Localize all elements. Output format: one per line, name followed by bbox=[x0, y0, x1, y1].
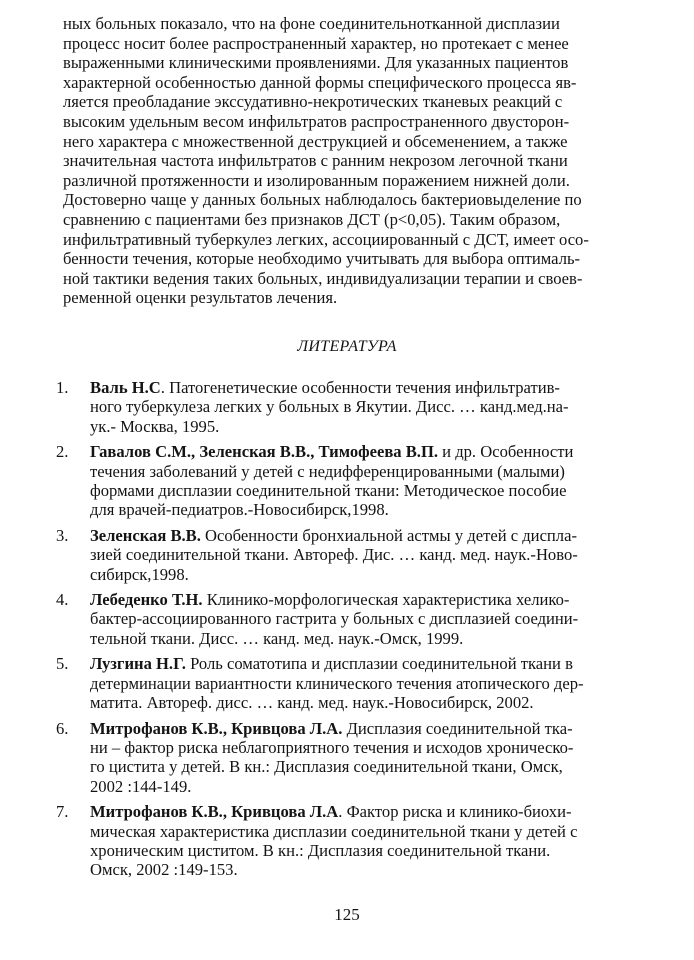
reference-number: 7. bbox=[56, 802, 69, 822]
reference-authors: Лебеденко Т.Н. bbox=[90, 590, 203, 610]
reference-line bbox=[90, 719, 646, 738]
reference-line bbox=[90, 654, 646, 673]
reference-line-text: Роль соматотипа и дисплазии соединительной ткани в bbox=[185, 654, 573, 674]
reference-line-text: Дисплазия соединительной тка- bbox=[342, 718, 573, 738]
reference-line bbox=[90, 526, 646, 545]
body-line: сравнению с пациентами без признаков ДСТ (p<0,05). Таким образом, bbox=[63, 209, 561, 229]
reference-line-text: Особенности бронхиальной астмы у детей с диспла- bbox=[200, 525, 577, 545]
reference-authors: Митрофанов К.В., Кривцова Л.А bbox=[90, 802, 339, 822]
reference-line: бактер-ассоциированного гастрита у больных с дисплазией соедини- bbox=[90, 609, 579, 629]
reference-number: 4. bbox=[56, 590, 69, 610]
reference-item bbox=[56, 590, 646, 648]
reference-line: 2002 :144-149. bbox=[90, 776, 192, 796]
reference-line bbox=[90, 378, 646, 397]
reference-line: ного туберкулеза легких у больных в Якутии. Дисс. … канд.мед.на- bbox=[90, 397, 569, 417]
body-line: Достоверно чаще у данных больных наблюдалось бактериовыделение по bbox=[63, 190, 582, 210]
reference-item bbox=[56, 378, 646, 436]
body-line: ных больных показало, что на фоне соединительнотканной дисплазии bbox=[63, 14, 560, 33]
reference-text bbox=[90, 802, 646, 880]
reference-line: зией соединительной ткани. Автореф. Дис. … канд. мед. наук.-Ново- bbox=[90, 545, 578, 565]
reference-authors: Зеленская В.В. bbox=[90, 525, 201, 545]
reference-line: мическая характеристика дисплазии соединительной ткани у детей с bbox=[90, 821, 578, 841]
reference-item bbox=[56, 526, 646, 584]
reference-item bbox=[56, 719, 646, 797]
reference-text bbox=[90, 442, 646, 520]
reference-line: сибирск,1998. bbox=[90, 564, 189, 584]
references-heading: ЛИТЕРАТУРА bbox=[297, 338, 397, 355]
reference-number: 3. bbox=[56, 525, 69, 545]
body-line: значительная частота инфильтратов с ранним некрозом легочной ткани bbox=[63, 151, 568, 171]
body-line: ной тактики ведения таких больных, индивидуализации терапии и своев- bbox=[63, 268, 583, 288]
reference-line: формами дисплазии соединительной ткани: Методическое пособие bbox=[90, 481, 567, 501]
reference-item bbox=[56, 654, 646, 712]
reference-line: детерминации вариантности клинического течения атопического дер- bbox=[90, 673, 584, 693]
body-line: бенности течения, которые необходимо учитывать для выбора оптималь- bbox=[63, 249, 581, 269]
reference-line bbox=[90, 802, 646, 821]
reference-line: течения заболеваний у детей с недифференцированными (малыми) bbox=[90, 461, 565, 481]
reference-line: матита. Автореф. дисс. … канд. мед. наук.-Новосибирск, 2002. bbox=[90, 693, 534, 713]
reference-line bbox=[90, 590, 646, 609]
reference-line-text: и др. Особенности bbox=[438, 442, 574, 462]
reference-line: для врачей-педиатров.-Новосибирск,1998. bbox=[90, 500, 389, 520]
reference-text bbox=[90, 654, 646, 712]
reference-text bbox=[90, 719, 646, 797]
reference-line bbox=[90, 442, 646, 461]
references-list bbox=[56, 378, 646, 886]
reference-line-text: . Патогенетические особенности течения инфильтратив- bbox=[160, 378, 560, 397]
body-paragraph bbox=[63, 14, 645, 308]
reference-authors: Лузгина Н.Г. bbox=[90, 654, 186, 674]
reference-authors: Валь Н.С bbox=[90, 378, 161, 397]
body-line: характерной особенностью данной формы специфического процесса яв- bbox=[63, 72, 577, 92]
reference-line: хроническим циститом. В кн.: Дисплазия соединительной ткани. bbox=[90, 840, 551, 860]
reference-number: 5. bbox=[56, 654, 69, 674]
body-line: процесс носит более распространенный характер, но протекает с менее bbox=[63, 33, 569, 53]
reference-text bbox=[90, 526, 646, 584]
reference-number: 6. bbox=[56, 718, 69, 738]
reference-line: ук.- Москва, 1995. bbox=[90, 416, 220, 436]
reference-line-text: Клинико-морфологическая характеристика хелико- bbox=[202, 590, 570, 610]
reference-line: тельной ткани. Дисс. … канд. мед. наук.-Омск, 1999. bbox=[90, 628, 464, 648]
reference-item bbox=[56, 442, 646, 520]
body-line: высоким удельным весом инфильтратов распространенного двусторон- bbox=[63, 111, 570, 131]
reference-number: 1. bbox=[56, 378, 69, 397]
reference-item bbox=[56, 802, 646, 880]
reference-authors: Митрофанов К.В., Кривцова Л.А. bbox=[90, 718, 343, 738]
reference-text bbox=[90, 590, 646, 648]
reference-line-text: . Фактор риска и клинико-биохи- bbox=[338, 802, 572, 822]
reference-line: ни – фактор риска неблагоприятного течения и исходов хроническо- bbox=[90, 737, 574, 757]
reference-number: 2. bbox=[56, 442, 69, 462]
body-line: выраженными клиническими проявлениями. Для указанных пациентов bbox=[63, 53, 569, 73]
reference-authors: Гавалов С.М., Зеленская В.В., Тимофеева В.П. bbox=[90, 442, 439, 462]
body-line: инфильтративный туберкулез легких, ассоциированный с ДСТ, имеет осо- bbox=[63, 229, 589, 249]
reference-line: Омск, 2002 :149-153. bbox=[90, 860, 238, 880]
reference-text bbox=[90, 378, 646, 436]
page-number: 125 bbox=[334, 905, 360, 924]
body-line: него характера с множественной деструкцией и обсеменением, а также bbox=[63, 131, 568, 151]
body-line: ляется преобладание экссудативно-некротических тканевых реакций с bbox=[63, 92, 563, 112]
body-line: ременной оценки результатов лечения. bbox=[63, 288, 338, 308]
reference-line: го цистита у детей. В кн.: Дисплазия соединительной ткани, Омск, bbox=[90, 757, 563, 777]
body-line: различной протяженности и изолированным поражением нижней доли. bbox=[63, 170, 570, 190]
